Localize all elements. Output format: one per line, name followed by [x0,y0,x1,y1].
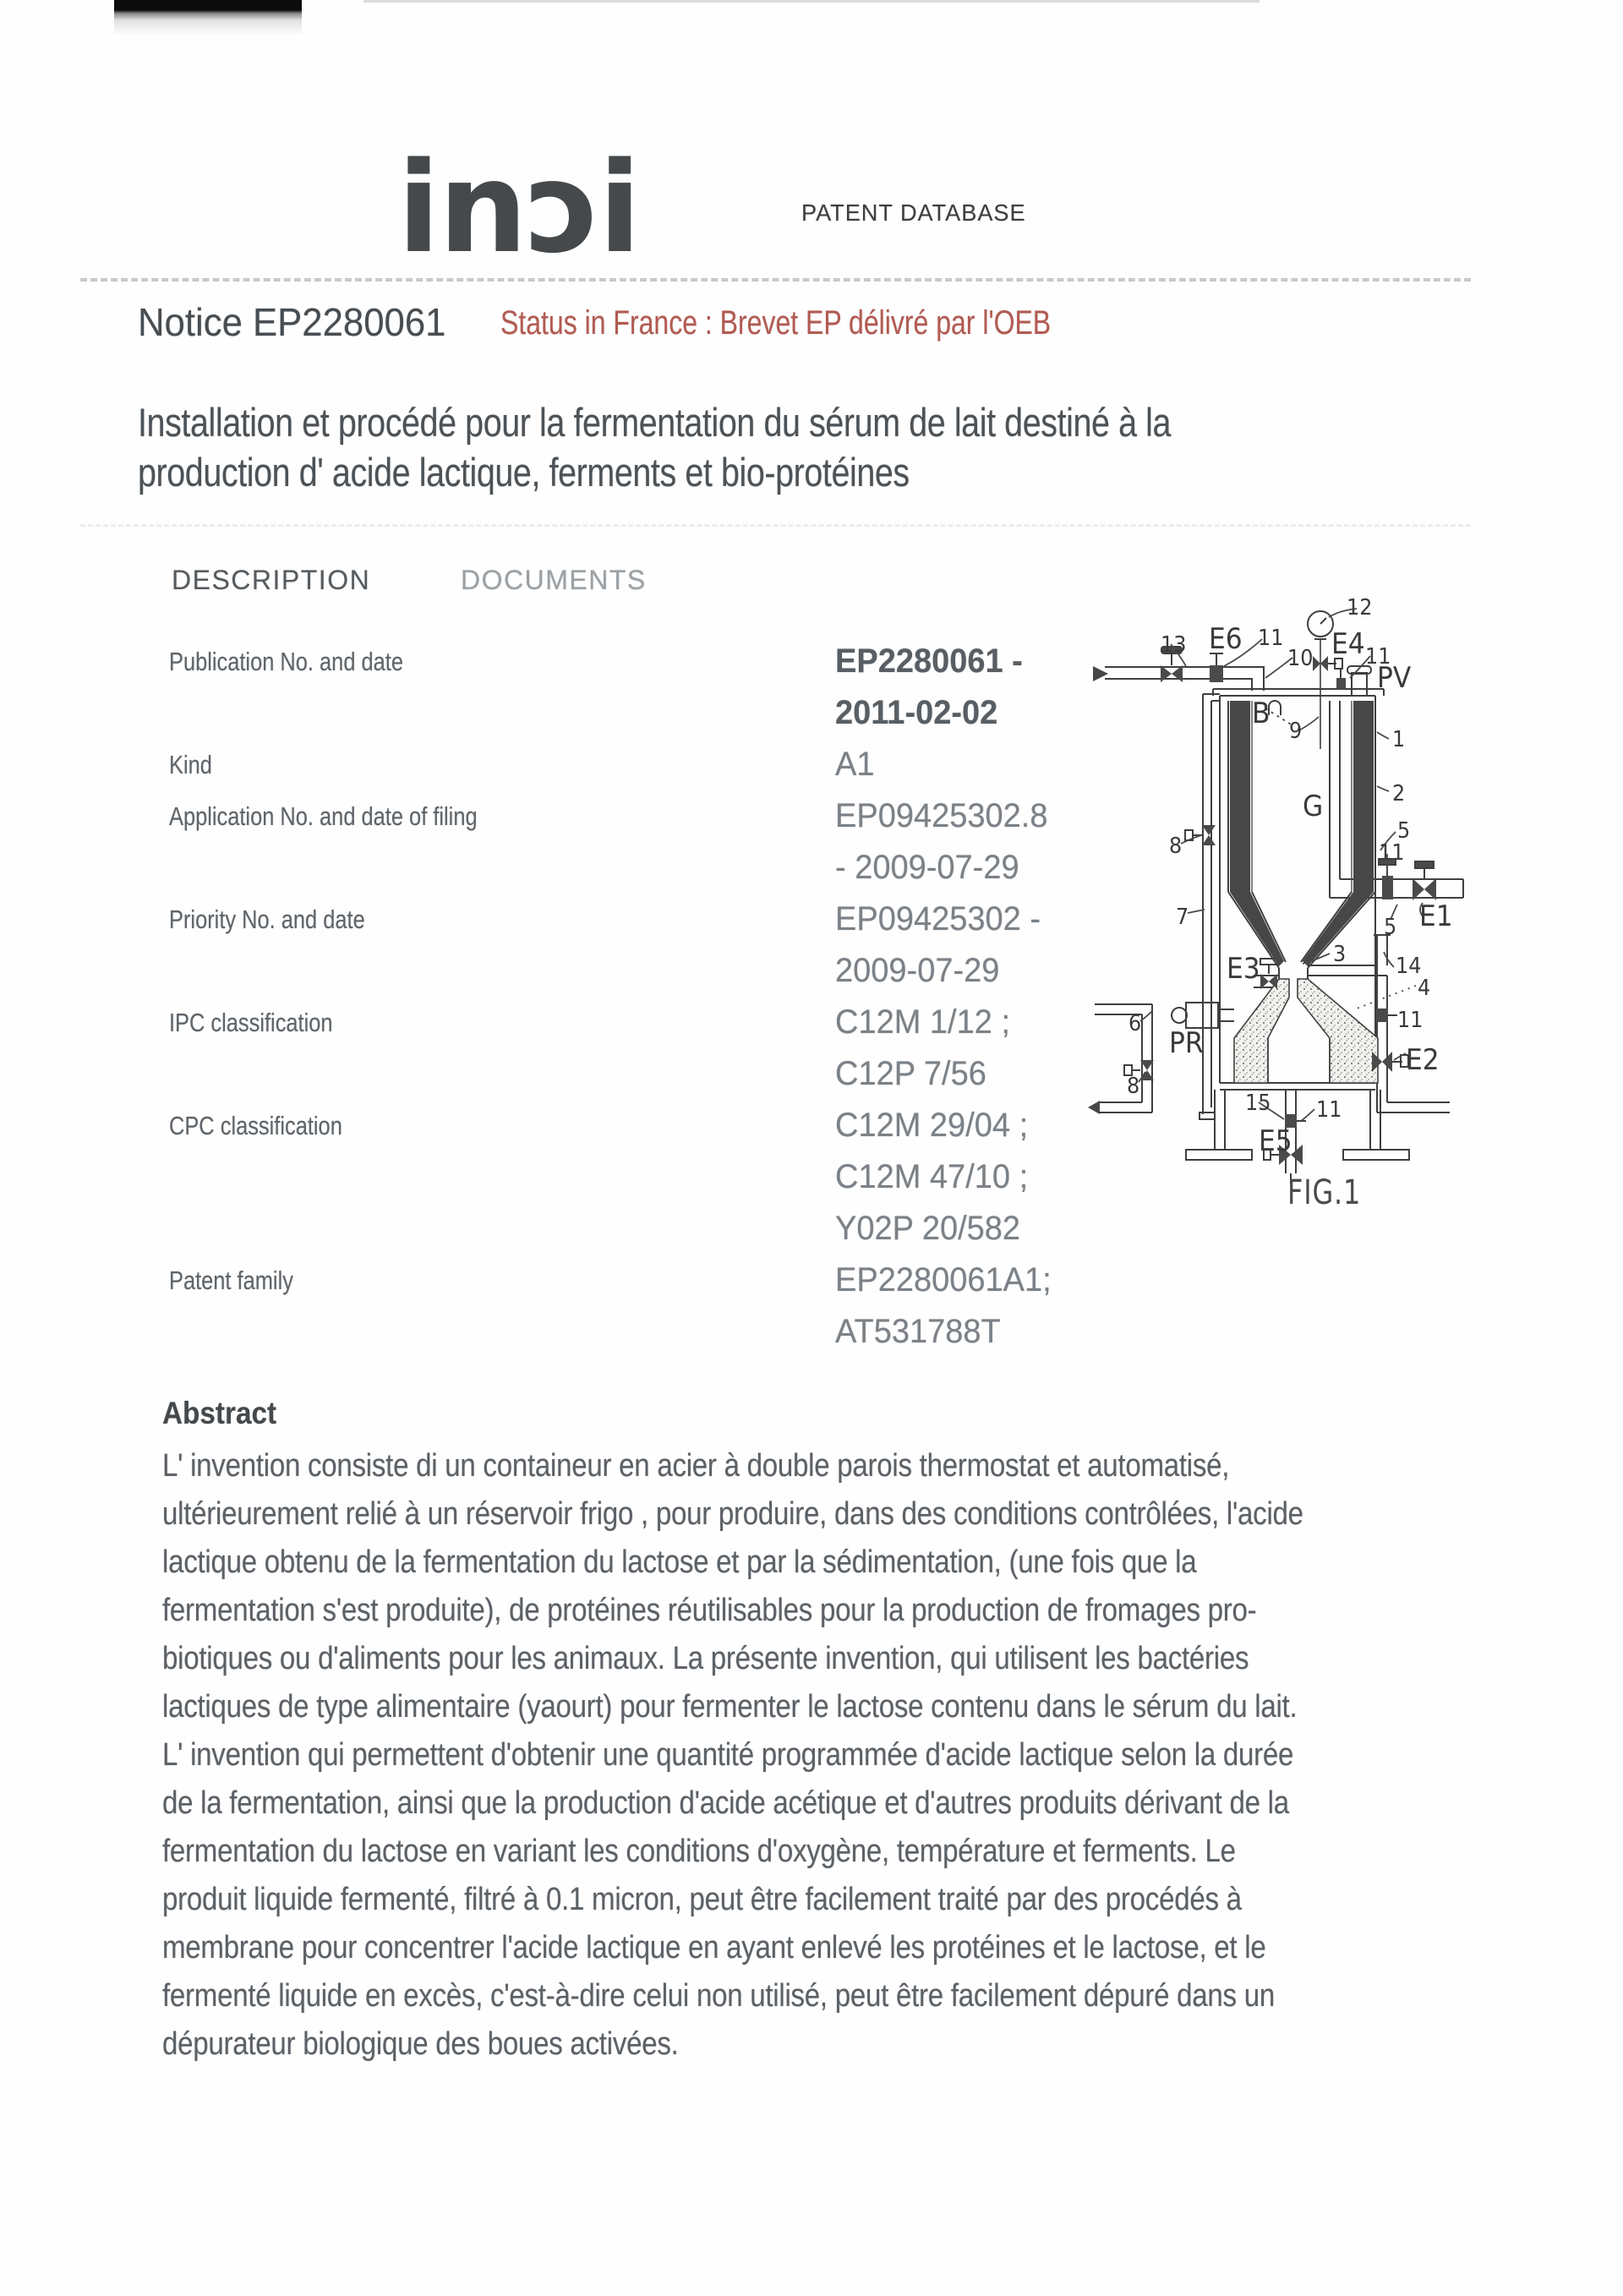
figure-ref-label: 7 [1176,905,1189,930]
scan-artifact-bar [114,0,302,36]
figure-ref-label: 11 [1365,644,1391,670]
abstract-line: fermenté liquide en excès, c'est-à-dire celui non utilisé, peut être facilement dépuré dans un [162,1978,1275,2014]
detail-values [835,790,1047,894]
detail-value-line: C12M 1/12 ; [835,1003,1010,1041]
patent-title-line: Installation et procédé pour la fermentation du sérum de lait destiné à la [138,400,1172,445]
detail-values [835,1100,1028,1255]
patent-title-line: production d' acide lactique, ferments et bio-protéines [138,450,910,495]
figure-ref-label: E2 [1406,1043,1440,1077]
detail-value-line: C12M 47/10 ; [835,1158,1029,1195]
abstract-heading: Abstract [162,1396,277,1430]
figure-ref-label: E6 [1209,622,1243,656]
detail-value-line: EP2280061 - [835,642,1023,680]
scan-artifact-line [363,0,1260,3]
abstract-body [162,1442,1430,2069]
figure-ref-label: 11 [1379,840,1405,866]
detail-value-line: C12P 7/56 [835,1055,986,1092]
figure-ref-label: 14 [1396,954,1422,979]
figure-ref-label: E5 [1259,1124,1292,1158]
figure-ref-label: G [1303,790,1324,823]
details-table [169,636,1107,1358]
abstract-line: ultérieurement relié à un réservoir frigo , pour produire, dans des conditions contrôlées, l'acide [162,1496,1303,1532]
figure-ref-label: 5 [1384,915,1397,940]
abstract-line: biotiques ou d'aliments pour les animaux. La présente invention, qui utilisent les bactéries [162,1641,1249,1676]
detail-value-line: AT531788T [835,1313,1001,1350]
detail-value-line: EP09425302.8 [835,797,1048,834]
figure-ref-label: 11 [1258,626,1284,651]
figure-ref-label: PV [1377,661,1412,695]
detail-row [169,1255,1107,1358]
detail-values [835,636,1023,739]
detail-values [835,997,1010,1100]
figure-ref-label: 11 [1397,1008,1424,1033]
abstract-line: fermentation s'est produite), de protéines réutilisables pour la production de fromages pro- [162,1593,1257,1628]
abstract-line: de la fermentation, ainsi que la production d'acide acétique et d'autres produits dérivant de la [162,1785,1289,1821]
status-text: Status in France : Brevet EP délivré par l'OEB [500,304,1052,342]
figure-ref-label: 1 [1392,727,1406,752]
figure-ref-label: PR [1169,1026,1204,1060]
tab-description[interactable]: DESCRIPTION [172,565,371,595]
detail-label: IPC classification [169,1008,333,1037]
detail-value-line: - 2009-07-29 [835,849,1019,886]
detail-value-line: A1 [835,746,875,783]
abstract-line: fermentation du lactose en variant les conditions d'oxygène, température et ferments. Le [162,1834,1236,1869]
detail-value-line: 2011-02-02 [835,694,998,731]
abstract-line: dépurateur biologique des boues activées. [162,2026,679,2062]
tabs-separator [80,524,1471,527]
figure-ref-label: 4 [1418,976,1431,1001]
abstract-line: L' invention consiste di un containeur en acier à double parois thermostat et automatisé, [162,1448,1230,1484]
abstract-line: lactiques de type alimentaire (yaourt) pour fermenter le lactose contenu dans le sérum du lait. [162,1689,1298,1725]
figure-ref-label: 6 [1128,1011,1142,1036]
detail-row [169,1100,1107,1255]
tab-documents[interactable]: DOCUMENTS [461,565,647,595]
patent-database-label: PATENT DATABASE [801,200,1026,226]
detail-value-line: EP2280061A1; [835,1261,1052,1298]
detail-value-line: EP09425302 - [835,900,1041,938]
abstract-line: produit liquide fermenté, filtré à 0.1 micron, peut être facilement traité par des procédés à [162,1882,1242,1917]
abstract-section [162,1395,1430,2069]
detail-label: Kind [169,750,212,779]
figure-ref-label: 13 [1161,632,1187,658]
header-separator [80,278,1471,282]
figure-ref-label: 3 [1333,942,1347,967]
figure-ref-label: 15 [1245,1091,1271,1116]
abstract-line: L' invention qui permettent d'obtenir une quantité programmée d'acide lactique selon la durée [162,1737,1294,1773]
figure-ref-label: E3 [1227,952,1260,986]
figure-ref-label: 10 [1287,646,1314,671]
inpi-logo: inɔi [397,135,640,281]
figure-ref-label: 12 [1347,595,1373,620]
detail-label: Priority No. and date [169,905,365,934]
detail-row [169,894,1107,997]
figure-ref-label: 2 [1392,781,1406,806]
figure-ref-label: 8 [1169,834,1183,859]
abstract-line: membrane pour concentrer l'acide lactique en ayant enlevé les protéines et le lactose, et le [162,1930,1266,1965]
detail-values [835,739,874,790]
figure-ref-label: B [1252,697,1271,730]
notice-number: Notice EP2280061 [138,300,446,344]
figure-ref-label: E1 [1419,899,1453,933]
detail-values [835,894,1041,997]
detail-value-line: 2009-07-29 [835,952,1000,989]
detail-label: Patent family [169,1266,293,1295]
detail-row [169,790,1107,894]
detail-values [835,1255,1052,1358]
detail-value-line: C12M 29/04 ; [835,1107,1029,1144]
figure-ref-label: 11 [1316,1097,1342,1123]
detail-row [169,739,1107,790]
figure-container [1086,582,1505,1220]
detail-label: CPC classification [169,1111,342,1140]
figure-ref-label: 9 [1289,719,1303,744]
detail-label: Publication No. and date [169,647,403,676]
figure-caption: FIG.1 [1287,1173,1362,1212]
figure-ref-label: E4 [1331,627,1365,661]
patent-title [138,397,1171,497]
detail-row [169,997,1107,1100]
detail-row [169,636,1107,739]
figure-ref-label: 5 [1397,818,1411,844]
abstract-line: lactique obtenu de la fermentation du lactose et par la sédimentation, (une fois que la [162,1544,1197,1580]
detail-label: Application No. and date of filing [169,801,478,831]
detail-value-line: Y02P 20/582 [835,1210,1021,1247]
figure-ref-label: 8 [1127,1074,1140,1099]
